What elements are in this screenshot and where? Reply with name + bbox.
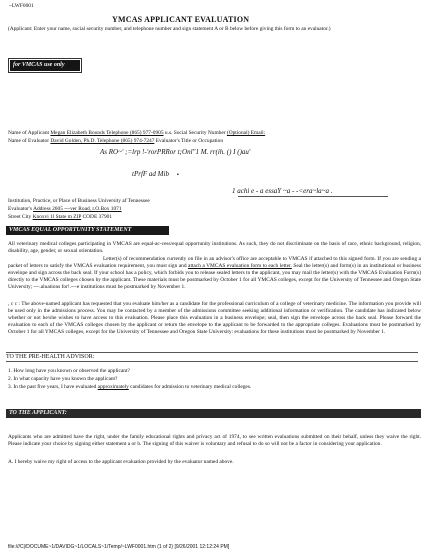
- applicant-line: [8, 130, 265, 137]
- letters-text-b: Seal the letter(s) and form(s) in an institutional or business envelope and sign across the back seal. If your school has a policy, which forbids you to release sealed letters to the applicant, you may mail the letter(s) with the VMCAS Evaluation Form(s) directly to the VMCAS colleges chosen by the applicant. These materials must be postmarked by October 1 for all YMCAS colleges, except for the University of Tennessee and Oregon State University; ~~.aluations for!.~~e institutions must be postmarked by November 1.: [8, 263, 421, 290]
- applicant-value: Megan Elizabeth Bounds Telephone (865) 977-0905: [50, 130, 164, 136]
- evaluator-instructions-paragraph: , c c : The above-named applicant has requested that you evaluate him/her as a candidate for the professional curriculum of a college of veterinary medicine. The information you provide will be used only in the admissions process. You may be contacted by a member of the admissions committee seeking additional information or verification. The candidate has indicated below whether or not he/she wishes to have access to this evaluation. Please place this evaluation in a business envelope; seal, then sign the envelope across the back seal. Please forward the evaluation to each of the VMCAS colleges chosen by the applicant or return the envelope to the applicant to be forwarded to the appropriate colleges. Evaluations must be postmarked by October 1 for all YMCAS colleges, except for the University of Tennessee and Oregon State University: evaluations for these institutions must be postmarked by November 1.: [8, 301, 421, 335]
- advisor-q3-text-a: 3. In the past five years, I have evaluated: [8, 384, 97, 390]
- section-to-applicant: [6, 409, 421, 418]
- statement-a: A. I hereby waive my right of access to the applicant evaluation provided by the evaluator named above.: [8, 459, 234, 465]
- advisor-question-1: 1. How long have you known or observed the applicant?: [8, 368, 130, 374]
- city-label: Street City: [8, 214, 32, 220]
- letters-text-a: Letter(s) of recommendation currently on file in an advisor's office are acceptable to VMCAS if attached to this signed form. If you are sending a packet of letters to satisfy the VMCAS evaluation requirement, you must sign and: [8, 256, 421, 269]
- evaluator-title-label: Evaluator's Title or Occupation: [155, 138, 224, 144]
- evaluator-value: David Golden, Ph.D. Telephone (865) 974-7247: [50, 138, 155, 144]
- evaluator-line: [8, 138, 223, 145]
- zip-code: CODE 37901: [82, 214, 113, 220]
- address-label: Evaluator's: [8, 206, 33, 212]
- letters-text-underlined: attach a VMCAS evaluation form to each letter.: [188, 263, 292, 269]
- city-line: [8, 214, 112, 221]
- instructions-text: (Applicant: Enter your name, social security number, and telephone number and sign statement A or B below before giving this form to an evaluator.): [8, 26, 331, 32]
- section-equal-opportunity: VMCAS EQUAL OPPORTUNITY STATEMENT: [6, 226, 169, 235]
- equal-opportunity-paragraph: All veterinary medical colleges participating in VMCAS are equal-ac-cess/equal opportunity institutions. As such, they do not discriminate on the basis of race, ethnic background, religion, disability, age, gender, or sexual orientation.: [8, 241, 421, 254]
- office-use-box: for VMCAS use only: [10, 60, 80, 71]
- section-pre-health-advisor: [6, 352, 418, 362]
- applicant-rights-paragraph: Applicants who are admitted have the right, under the family educational rights and privacy act of 1974, to see written evaluations submitted on their behalf, unless they waive the right. Please indicate your choice by signing either statement a or b. The signing of this waiver is voluntary and refusal to do so will not be a factor in considering your application.: [8, 434, 421, 447]
- advisor-q3-text-b: candidates for admission to veterinary medical colleges.: [130, 384, 252, 390]
- signature-underline: [238, 196, 388, 197]
- handwritten-entry-3: 1 achi e - a essaY ~a - -<era~la~a .: [232, 187, 333, 195]
- advisor-heading-text: TO THE PRE-HEALTH ADVISOR:: [6, 354, 95, 360]
- handwritten-entry-1: As RO~' ;=lrp !-'rorPRRor t;Onl"1 M. rr(ih. () I ()au': [100, 148, 251, 156]
- evaluator-label: Name of Evaluator: [8, 138, 50, 144]
- handwritten-entry-2: tPrfF ad Mib: [132, 170, 169, 178]
- ss-optional-label: (Optional) Email:: [226, 130, 266, 136]
- applicant-heading-text: TO THE APPLICANT:: [9, 410, 67, 416]
- advisor-question-2: 2. In what capacity have you known the applicant?: [8, 376, 118, 382]
- address-line: [8, 206, 122, 213]
- institution-line: Institution, Practice, or Place of Business University af Tennessee: [8, 198, 150, 204]
- bullet-mark: ▪: [177, 172, 179, 178]
- ss-label: u.s. Social Security Number: [164, 130, 226, 136]
- footer-file-path: file:///C|/DOCUME~1/DAVIDG~1/LOCALS~1/Temp/~LWF0001.htm (1 of 2) [9/26/2001 12:12:24 PM]: [8, 544, 230, 550]
- advisor-question-3: [8, 384, 251, 391]
- city-value: Knoxvi 1l State m ZIP: [32, 214, 82, 220]
- address-value: Address 2605 ~~ver Road, r.O.Box 1071: [33, 206, 122, 212]
- page-title: YMCAS APPLICANT EVALUATION: [112, 15, 250, 24]
- document-id: ~LWF0001: [9, 3, 34, 9]
- advisor-q3-underlined: approximately: [97, 384, 129, 390]
- letters-paragraph: [8, 256, 421, 291]
- applicant-label: Name of Applicant: [8, 130, 50, 136]
